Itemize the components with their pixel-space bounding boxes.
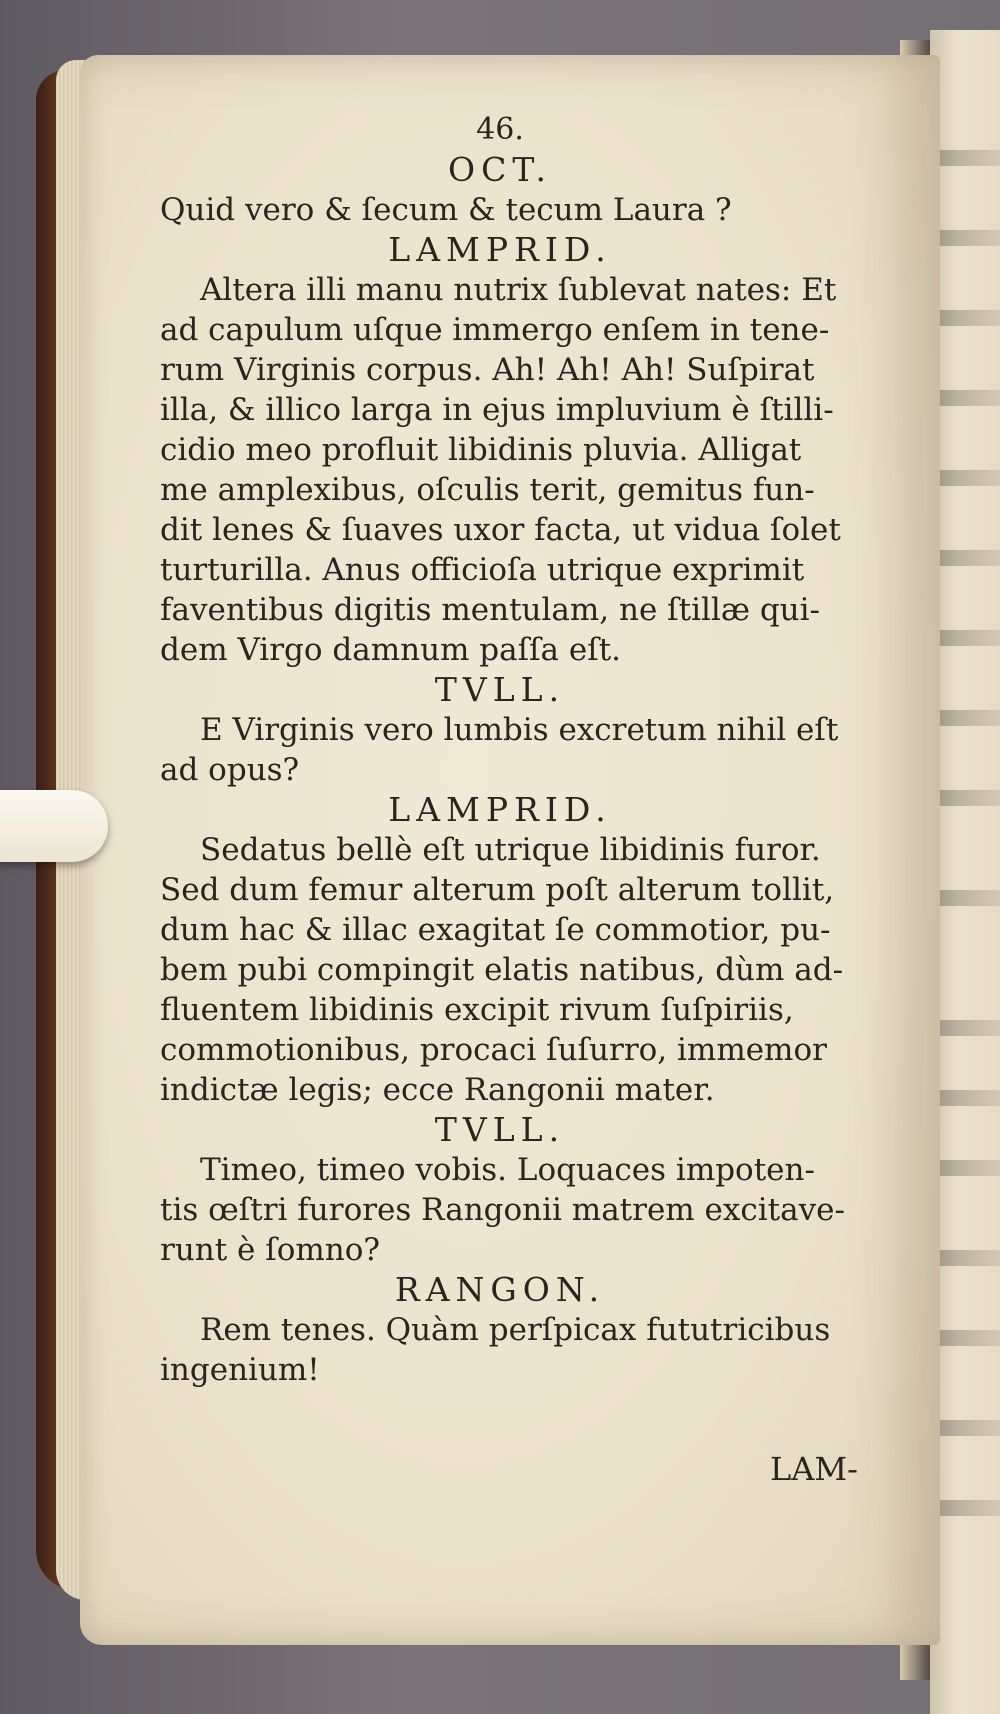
catchword: LAM- [770,1450,858,1488]
text-line: dit lenes & ſuaves uxor facta, ut vidua ſolet [160,512,841,548]
facing-text-fragment [934,550,1000,566]
text-line: ad capulum uſque immergo enſem in tene- [160,312,830,348]
text-line: Altera illi manu nutrix ſublevat nates: Et [200,272,837,308]
text-line: Timeo, timeo vobis. Loquaces impoten- [200,1152,815,1188]
facing-page-edge [930,30,1000,1714]
facing-text-fragment [934,390,1000,406]
facing-text-fragment [934,1500,1000,1516]
facing-text-fragment [934,230,1000,246]
page-number: 46. [476,112,524,147]
text-line: me amplexibus, oſculis terit, gemitus fun- [160,472,815,508]
speaker-rangon: RANGON. [394,1270,606,1309]
text-line: dum hac & illac exagitat ſe commotior, pu- [160,912,831,948]
text-line: Sedatus bellè eſt utrique libidinis furor. [200,832,821,868]
text-line: commotionibus, procaci ſuſurro, immemor [160,1032,827,1068]
text-line: cidio meo profluit libidinis pluvia. Alligat [160,432,802,468]
facing-text-fragment [934,150,1000,166]
text-line: Rem tenes. Quàm perſpicax fututricibus [200,1312,831,1348]
text-line: fluentem libidinis excipit rivum ſuſpiriis, [160,992,794,1028]
facing-text-fragment [934,890,1000,906]
speaker-tull: TVLL. [434,670,566,709]
text-line: dem Virgo damnum paſſa eſt. [160,632,622,668]
facing-text-fragment [934,310,1000,326]
text-line: ad opus? [160,752,300,788]
text-line: Quid vero & ſecum & tecum Laura ? [160,192,732,228]
text-line: illa, & illico larga in ejus impluvium è ſtilli- [160,392,834,428]
text-line: runt è ſomno? [160,1232,381,1268]
text-line: rum Virginis corpus. Ah! Ah! Ah! Suſpirat [160,352,815,388]
facing-text-fragment [934,1250,1000,1266]
speaker-oct: OCT. [448,150,552,189]
facing-text-fragment [934,1420,1000,1436]
text-line: indictæ legis; ecce Rangonii mater. [160,1072,715,1108]
speaker-lamprid: LAMPRID. [388,790,612,829]
text-line: turturilla. Anus officioſa utrique exprimit [160,552,805,588]
bookmark-slip [0,790,108,862]
facing-text-fragment [934,1090,1000,1106]
text-line: Sed dum femur alterum poſt alterum tollit, [160,872,835,908]
facing-text-fragment [934,710,1000,726]
page-text [160,110,880,1390]
facing-text-fragment [934,1020,1000,1036]
text-line: E Virginis vero lumbis excretum nihil eſt [200,712,839,748]
speaker-lamprid: LAMPRID. [388,230,612,269]
text-line: ingenium! [160,1352,320,1388]
text-line: bem pubi compingit elatis natibus, dùm ad- [160,952,844,988]
speaker-tull: TVLL. [434,1110,566,1149]
text-line: tis œſtri furores Rangonii matrem excitave- [160,1192,845,1228]
text-line: faventibus digitis mentulam, ne ſtillæ qui- [160,592,821,628]
facing-text-fragment [934,1330,1000,1346]
facing-text-fragment [934,1160,1000,1176]
facing-text-fragment [934,630,1000,646]
facing-text-fragment [934,790,1000,806]
facing-text-fragment [934,470,1000,486]
